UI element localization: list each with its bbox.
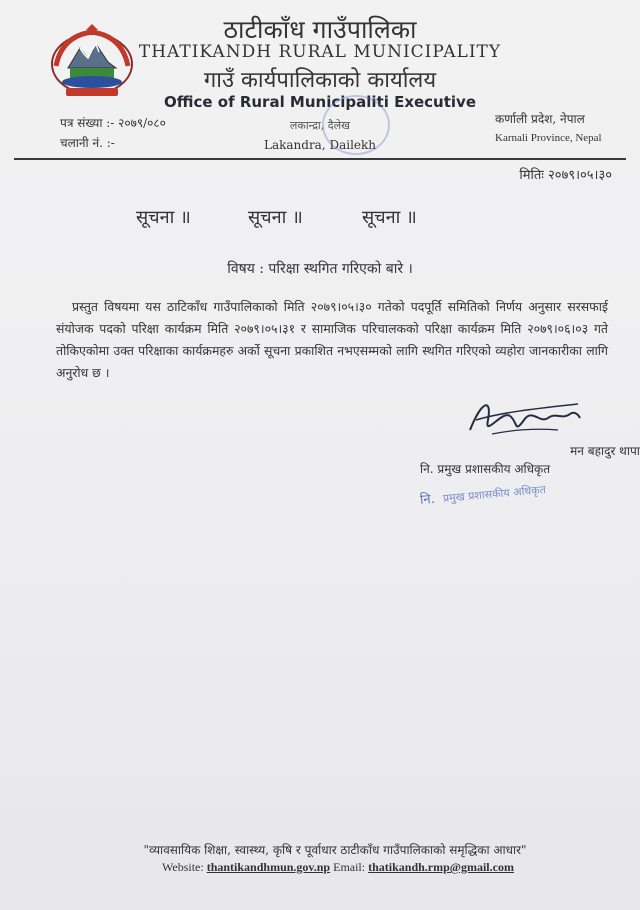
location-english: Lakandra, Dailekh <box>263 138 377 152</box>
notice-body: प्रस्तुत विषयमा यस ठाटिकाँध गाउँपालिकाको मिति २०७९।०५।३० गतेको पदपूर्ति समितिको निर्णय अनुसार सरसफाई संयोजक पदको परिक्षा कार्यक्रम मिति २०७९।०५।३१ र सामाजिक परिचालकको परिक्षा कार्यक्रम मिति २०७९।०६।०३ गते तोकिएकोमा उक्त परिक्षाका कार्यक्रमहरु अर्को सूचना प्रकाशित नभएसम्मको लागि स्थगित गरिएको व्यहोरा जानकारीका लागि अनुरोध छ । <box>56 299 608 380</box>
signatory-name: मन बहादुर थापा <box>570 444 640 458</box>
email-label: Email: <box>333 860 366 874</box>
website-label: Website: <box>162 860 204 874</box>
letter-date: मितिः २०७९।०५।३० <box>519 168 612 183</box>
municipality-name-nepali: ठाटीकाँध गाउँपालिका <box>223 15 417 44</box>
stamp-prefix: नि. <box>419 491 436 508</box>
municipality-name-english: THATIKANDH RURAL MUNICIPALITY <box>138 42 502 62</box>
stamp-text: प्रमुख प्रशासकीय अधिकृत <box>442 483 547 505</box>
notice-heading-2: सूचना ॥ <box>248 207 303 228</box>
signatory-title: नि. प्रमुख प्रशासकीय अधिकृत <box>420 462 551 476</box>
website-link[interactable]: thantikandhmun.gov.np <box>206 860 331 874</box>
office-name-english: Office of Rural Municipaliti Executive <box>164 93 476 111</box>
subject-line: विषय : परिक्षा स्थगित गरिएको बारे । <box>227 261 413 277</box>
signature-icon <box>462 390 584 444</box>
province-nepali: कर्णाली प्रदेश, नेपाल <box>495 112 585 126</box>
notice-heading-1: सूचना ॥ <box>136 207 191 228</box>
reference-number: पत्र संख्या :- २०७९/०८० <box>60 116 166 130</box>
notice-heading-3: सूचना ॥ <box>362 207 417 228</box>
header-divider <box>14 158 626 160</box>
footer-slogan: "व्यावसायिक शिक्षा, स्वास्थ्य, कृषि र पूर्वाधार ठाटीकाँध गाउँपालिकाको समृद्धिका आधार" <box>143 843 527 857</box>
office-name-nepali: गाउँ कार्यपालिकाको कार्यालय <box>203 68 437 93</box>
designation-stamp <box>419 479 546 508</box>
footer-contact <box>162 860 514 875</box>
email-link[interactable]: thatikandh.rmp@gmail.com <box>368 860 514 874</box>
dispatch-number: चलानी नं. :- <box>60 136 115 150</box>
location-nepali: लकान्द्रा, दैलेख <box>289 119 351 132</box>
province-english: Karnali Province, Nepal <box>495 132 602 144</box>
